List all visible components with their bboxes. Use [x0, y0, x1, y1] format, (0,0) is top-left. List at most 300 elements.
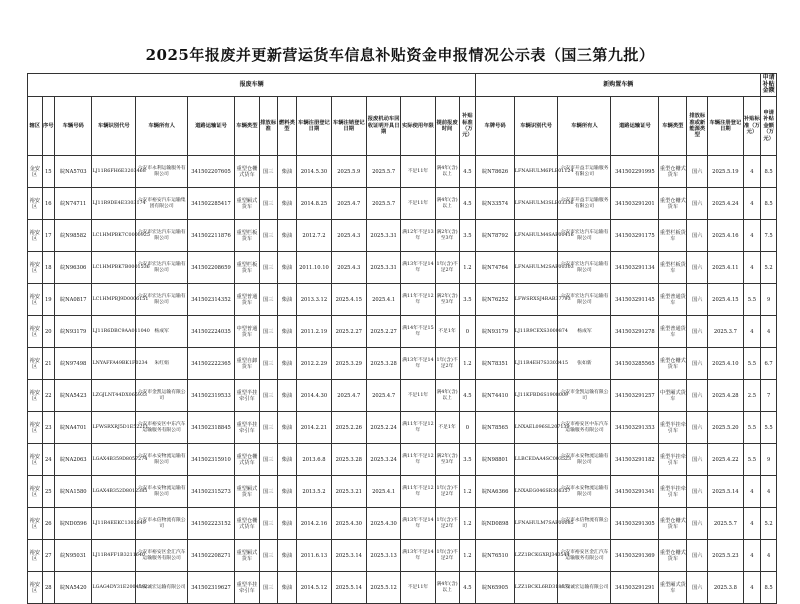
table-row: [28, 252, 777, 284]
cell-subsidy-std: 4.5: [459, 572, 476, 604]
cell-seq: 16: [42, 188, 54, 220]
cell-district: 裕安区: [28, 444, 43, 476]
cell-actual-years: 满11年不足12年: [401, 412, 435, 444]
cell-new-emission: 国六: [687, 380, 708, 412]
cell-emission: 国三: [259, 156, 277, 188]
cell-new-plate: 皖N76252: [476, 284, 514, 316]
cell-reg-date: 2012.7.2: [297, 220, 331, 252]
cell-new-owner: 六安市宏达汽车运输有限公司: [558, 284, 611, 316]
cell-early-years: 满4年(含)以上: [435, 380, 459, 412]
cell-scrap-cert-date: 2025.5.7: [366, 188, 400, 220]
cell-vin: LJ11R9DE4E3303174: [92, 188, 136, 220]
cell-plate: 皖NA2063: [55, 444, 92, 476]
cell-reg-date: 2012.2.29: [297, 348, 331, 380]
cell-new-vin: LFNAHULM2SAF00303: [514, 252, 558, 284]
cell-new-emission: 国六: [687, 540, 708, 572]
cell-new-type: 重型仓栅式货车: [659, 348, 687, 380]
cell-early-years: 1年(含)不足2年: [435, 540, 459, 572]
cell-vin: LC1HMPBJ9D0006151: [92, 284, 136, 316]
cell-vin: LFWSRXRJ5D1E52211: [92, 412, 136, 444]
cell-new-reg-date: 2025.4.16: [708, 220, 743, 252]
cell-subsidy-std: 3.5: [459, 444, 476, 476]
cell-new-subsidy-std: 4: [743, 252, 761, 284]
cell-new-subsidy-std: 4: [743, 540, 761, 572]
col-new-vin: 车辆识别代号: [514, 97, 558, 156]
cell-new-emission: 国六: [687, 156, 708, 188]
col-vin: 车辆识别代号: [92, 97, 136, 156]
cell-vin: LC1HMPBK7C0000925: [92, 220, 136, 252]
col-new-owner: 车辆所有人: [558, 97, 611, 156]
cell-scrap-cert-date: 2025.5.12: [366, 572, 400, 604]
cell-type: 重型仓栅式货车: [234, 444, 259, 476]
cell-fuel: 柴油: [277, 572, 297, 604]
cell-fuel: 柴油: [277, 476, 297, 508]
cell-new-type: 重型普通货车: [659, 316, 687, 348]
cell-scrap-cert-date: 2025.3.24: [366, 444, 400, 476]
cell-new-emission: 国六: [687, 252, 708, 284]
cell-new-vin: LJ11R9CEXS3000874: [514, 316, 558, 348]
cell-vin: LJ11R6DBC9AA011040: [92, 316, 136, 348]
cell-fuel: 柴油: [277, 412, 297, 444]
col-new-subsidy-std: 补贴标准（万元）: [743, 97, 761, 156]
cell-new-subsidy-std: 5.5: [743, 284, 761, 316]
cell-new-subsidy-std: 4: [743, 220, 761, 252]
cell-seq: 28: [42, 572, 54, 604]
cell-plate: 皖NA5703: [55, 156, 92, 188]
cell-new-subsidy-std: 4: [743, 188, 761, 220]
cell-subsidy-std: 1.2: [459, 476, 476, 508]
cell-permit: 341502208271: [188, 540, 235, 572]
cell-district: 裕安区: [28, 188, 43, 220]
col-fuel: 燃料类型: [277, 97, 297, 156]
cell-new-subsidy-std: 4: [743, 316, 761, 348]
cell-new-permit: 341503291341: [611, 476, 659, 508]
cell-new-vin: LFNAHULM6PLE01124: [514, 156, 558, 188]
cell-seq: 15: [42, 156, 54, 188]
table-row: [28, 540, 777, 572]
table-row: [28, 572, 777, 604]
cell-permit: 341502319627: [188, 572, 235, 604]
cell-new-emission: 国六: [687, 220, 708, 252]
cell-new-permit: 341502291995: [611, 156, 659, 188]
cell-permit: 341502223152: [188, 508, 235, 540]
table-body: [28, 156, 777, 604]
cell-actual-years: 满14年不足15年: [401, 316, 435, 348]
col-new-emission: 排放标准或新能源类型: [687, 97, 708, 156]
col-new-plate: 车牌号码: [476, 97, 514, 156]
table-row: [28, 508, 777, 540]
cell-permit: 341502319533: [188, 380, 235, 412]
cell-new-reg-date: 2025.3.8: [708, 572, 743, 604]
cell-actual-years: 满13年不足14年: [401, 540, 435, 572]
cell-owner: 朱红娟: [136, 348, 188, 380]
cell-reg-date: 2014.2.16: [297, 508, 331, 540]
cell-new-emission: 国六: [687, 284, 708, 316]
cell-new-vin: LLBCEDAA4SC003523: [514, 444, 558, 476]
cell-new-reg-date: 2025.4.28: [708, 380, 743, 412]
cell-new-reg-date: 2025.4.22: [708, 444, 743, 476]
cell-scrap-cert-date: 2025.4.1: [366, 476, 400, 508]
cell-fuel: 柴油: [277, 252, 297, 284]
cell-district: 裕安区: [28, 540, 43, 572]
col-reg-date: 车辆注册登记日期: [297, 97, 331, 156]
cell-fuel: 柴油: [277, 380, 297, 412]
cell-new-owner: 六安市裕安区中东汽车运输服务有限公司: [558, 412, 611, 444]
cell-owner: 六安市裕安区中东汽车运输服务有限公司: [136, 412, 188, 444]
cell-amount: 8.5: [761, 188, 777, 220]
cell-new-emission: 国六: [687, 348, 708, 380]
cell-new-vin: LZZ1BCKL6RD318671: [514, 572, 558, 604]
col-actual-years: 实际使用年限: [401, 97, 435, 156]
cell-seq: 20: [42, 316, 54, 348]
cell-early-years: 满2年(含)至3年: [435, 220, 459, 252]
cell-subsidy-std: 3.5: [459, 284, 476, 316]
cell-scrap-cert-date: 2025.3.31: [366, 220, 400, 252]
cell-emission: 国三: [259, 572, 277, 604]
cell-cancel-date: 2025.4.7: [331, 380, 366, 412]
cell-new-emission: 国六: [687, 316, 708, 348]
cell-new-vin: LNXAEL096SL207139: [514, 412, 558, 444]
cell-vin: LJ11R4FF1B3211640: [92, 540, 136, 572]
cell-subsidy-std: 3.5: [459, 220, 476, 252]
cell-scrap-cert-date: 2025.5.7: [366, 156, 400, 188]
cell-plate: 皖N95031: [55, 540, 92, 572]
cell-new-permit: 341503291257: [611, 380, 659, 412]
cell-new-permit: 341503291291: [611, 572, 659, 604]
cell-plate: 皖NA0817: [55, 284, 92, 316]
table-row: [28, 220, 777, 252]
cell-fuel: 柴油: [277, 188, 297, 220]
cell-owner: 六安市金凯运输有限公司: [136, 380, 188, 412]
cell-new-subsidy-std: 4: [743, 156, 761, 188]
cell-new-plate: 皖N93179: [476, 316, 514, 348]
cell-vin: LJ11R6FH6E3203468: [92, 156, 136, 188]
cell-cancel-date: 2025.3.28: [331, 444, 366, 476]
cell-vin: LJ11R4EEKC1302849: [92, 508, 136, 540]
cell-scrap-cert-date: 2025.4.7: [366, 380, 400, 412]
cell-owner: 杨成军: [136, 316, 188, 348]
cell-cancel-date: 2025.3.29: [331, 348, 366, 380]
cell-type: 重型栏板货车: [234, 220, 259, 252]
cell-scrap-cert-date: 2025.3.13: [366, 540, 400, 572]
cell-actual-years: 满12年不足13年: [401, 220, 435, 252]
cell-new-plate: 皖NA6366: [476, 476, 514, 508]
cell-new-plate: 皖N78792: [476, 220, 514, 252]
cell-reg-date: 2014.5.12: [297, 572, 331, 604]
cell-district: 裕安区: [28, 252, 43, 284]
cell-fuel: 柴油: [277, 540, 297, 572]
table-row: [28, 412, 777, 444]
new-group-header: 新购置车辆: [476, 74, 761, 97]
cell-district: 裕安区: [28, 412, 43, 444]
cell-reg-date: 2014.4.30: [297, 380, 331, 412]
col-seq: 序号: [42, 97, 54, 156]
table-row: [28, 316, 777, 348]
cell-new-subsidy-std: 2.5: [743, 380, 761, 412]
cell-emission: 国三: [259, 316, 277, 348]
cell-owner: 六安市裕安区金汇汽车运输服务有限公司: [136, 540, 188, 572]
cell-permit: 341502207605: [188, 156, 235, 188]
cell-plate: 皖N98582: [55, 220, 92, 252]
cell-new-emission: 国六: [687, 444, 708, 476]
cell-new-emission: 国六: [687, 508, 708, 540]
cell-permit: 341502314352: [188, 284, 235, 316]
cell-district: 裕安区: [28, 220, 43, 252]
col-early-years: 提前报废时间: [435, 97, 459, 156]
cell-new-owner: 杨成军: [558, 316, 611, 348]
col-district: 辖区: [28, 97, 43, 156]
col-scrap-cert-date: 报废机动车回收证明开具日期: [366, 97, 400, 156]
cell-type: 重型半挂牵引车: [234, 380, 259, 412]
cell-cancel-date: 2025.3.14: [331, 540, 366, 572]
cell-emission: 国三: [259, 348, 277, 380]
cell-owner: 六安市宏达汽车运输有限公司: [136, 220, 188, 252]
cell-emission: 国三: [259, 252, 277, 284]
cell-scrap-cert-date: 2025.2.24: [366, 412, 400, 444]
cell-cancel-date: 2025.5.14: [331, 572, 366, 604]
page-title: 2025年报废并更新营运货车信息补贴资金申报情况公示表（国三第九批）: [145, 46, 655, 64]
cell-permit: 341502315273: [188, 476, 235, 508]
cell-permit: 341502211876: [188, 220, 235, 252]
col-owner: 车辆所有人: [136, 97, 188, 156]
cell-district: 裕安区: [28, 508, 43, 540]
cell-actual-years: 不足11年: [401, 188, 435, 220]
cell-type: 重型半挂牵引车: [234, 412, 259, 444]
cell-new-subsidy-std: 4: [743, 508, 761, 540]
cell-seq: 18: [42, 252, 54, 284]
cell-amount: 7: [761, 380, 777, 412]
cell-amount: 8.5: [761, 156, 777, 188]
cell-new-vin: LJ11KFBD6S1908009: [514, 380, 558, 412]
cell-fuel: 柴油: [277, 316, 297, 348]
cell-cancel-date: 2025.4.7: [331, 188, 366, 220]
cell-new-vin: LNXAEG046SR306357: [514, 476, 558, 508]
cell-emission: 国三: [259, 412, 277, 444]
cell-new-permit: 341503291182: [611, 444, 659, 476]
cell-new-emission: 国六: [687, 572, 708, 604]
cell-emission: 国三: [259, 444, 277, 476]
cell-actual-years: 满11年不足12年: [401, 444, 435, 476]
col-amount: 申请补贴金额（万元）: [761, 97, 777, 156]
cell-reg-date: 2014.8.25: [297, 188, 331, 220]
cell-plate: 皖NA5423: [55, 380, 92, 412]
cell-cancel-date: 2025.4.15: [331, 284, 366, 316]
cell-new-owner: 六安市裕安区金汇汽车运输服务有限公司: [558, 540, 611, 572]
cell-amount: 9: [761, 284, 777, 316]
cell-amount: 8.5: [761, 572, 777, 604]
col-new-permit: 道路运输证号: [611, 97, 659, 156]
cell-new-plate: 皖N33574: [476, 188, 514, 220]
cell-early-years: 满2年(含)至3年: [435, 444, 459, 476]
cell-actual-years: 满13年不足14年: [401, 508, 435, 540]
cell-new-owner: 六安市宏达汽车运输有限公司: [558, 252, 611, 284]
cell-new-vin: LFNAHULM7SAF00085: [514, 508, 558, 540]
cell-district: 裕安区: [28, 380, 43, 412]
cell-new-vin: LFNAHULM3SLE03336: [514, 188, 558, 220]
col-type: 车辆类型: [234, 97, 259, 156]
table-row: [28, 156, 777, 188]
cell-subsidy-std: 1.2: [459, 252, 476, 284]
cell-early-years: 1年(含)不足2年: [435, 348, 459, 380]
cell-subsidy-std: 1.2: [459, 348, 476, 380]
cell-subsidy-std: 4.5: [459, 156, 476, 188]
cell-cancel-date: 2025.2.27: [331, 316, 366, 348]
cell-permit: 341502318845: [188, 412, 235, 444]
cell-type: 重型仓栅式货车: [234, 508, 259, 540]
cell-permit: 341502222365: [188, 348, 235, 380]
cell-fuel: 柴油: [277, 444, 297, 476]
cell-district: 裕安区: [28, 316, 43, 348]
cell-scrap-cert-date: 2025.3.28: [366, 348, 400, 380]
cell-fuel: 柴油: [277, 348, 297, 380]
cell-emission: 国三: [259, 284, 277, 316]
cell-reg-date: 2011.6.13: [297, 540, 331, 572]
cell-scrap-cert-date: 2025.2.27: [366, 316, 400, 348]
cell-vin: LGAX4B359D8057274: [92, 444, 136, 476]
cell-emission: 国三: [259, 540, 277, 572]
cell-actual-years: 不足11年: [401, 572, 435, 604]
cell-early-years: 不足1年: [435, 412, 459, 444]
cell-new-type: 重型仓栅式货车: [659, 188, 687, 220]
cell-new-plate: 皖N74410: [476, 380, 514, 412]
cell-new-reg-date: 2025.5.20: [708, 412, 743, 444]
cell-new-plate: 皖N76510: [476, 540, 514, 572]
cell-new-owner: 六安诚宏运输有限公司: [558, 572, 611, 604]
cell-new-owner: 六安市永安物流运输有限公司: [558, 444, 611, 476]
col-permit: 道路运输证号: [188, 97, 235, 156]
cell-amount: 4: [761, 476, 777, 508]
cell-actual-years: 不足11年: [401, 156, 435, 188]
cell-district: 裕安区: [28, 284, 43, 316]
cell-new-vin: LZZ1BCKGXRJ343544: [514, 540, 558, 572]
col-new-reg-date: 车辆注册登记日期: [708, 97, 743, 156]
cell-plate: 皖N74711: [55, 188, 92, 220]
cell-seq: 17: [42, 220, 54, 252]
cell-plate: 皖N96306: [55, 252, 92, 284]
cell-new-type: 重型栏板货车: [659, 252, 687, 284]
cell-owner: 六安市宏达汽车运输有限公司: [136, 252, 188, 284]
cell-seq: 21: [42, 348, 54, 380]
cell-actual-years: 满13年不足14年: [401, 348, 435, 380]
cell-new-owner: 六安市金凯运输有限公司: [558, 380, 611, 412]
cell-amount: 4: [761, 540, 777, 572]
cell-new-subsidy-std: 5.5: [743, 412, 761, 444]
cell-actual-years: 不足11年: [401, 380, 435, 412]
cell-new-plate: 皖N78565: [476, 412, 514, 444]
cell-new-reg-date: 2025.4.15: [708, 284, 743, 316]
col-subsidy-std: 补贴标准（万元）: [459, 97, 476, 156]
cell-new-type: 重型普通货车: [659, 284, 687, 316]
cell-new-vin: LFNAHULM4SAF00416: [514, 220, 558, 252]
cell-plate: 皖NA5420: [55, 572, 92, 604]
table-row: [28, 348, 777, 380]
col-plate: 车辆号码: [55, 97, 92, 156]
cell-new-reg-date: 2025.4.24: [708, 188, 743, 220]
cell-new-type: 重型仓栅式货车: [659, 156, 687, 188]
cell-subsidy-std: 0: [459, 412, 476, 444]
cell-emission: 国三: [259, 380, 277, 412]
cell-cancel-date: 2025.3.21: [331, 476, 366, 508]
cell-early-years: 不足1年: [435, 316, 459, 348]
cell-amount: 5.5: [761, 412, 777, 444]
table-row: [28, 444, 777, 476]
cell-new-permit: 341503291369: [611, 540, 659, 572]
cell-seq: 19: [42, 284, 54, 316]
cell-new-emission: 国六: [687, 412, 708, 444]
cell-scrap-cert-date: 2025.4.30: [366, 508, 400, 540]
cell-subsidy-std: 4.5: [459, 188, 476, 220]
cell-type: 重型半挂牵引车: [234, 572, 259, 604]
cell-plate: 皖N97498: [55, 348, 92, 380]
col-new-type: 车辆类型: [659, 97, 687, 156]
cell-amount: 5.2: [761, 252, 777, 284]
cell-owner: 六安市宏达汽车运输有限公司: [136, 284, 188, 316]
cell-permit: 341502315910: [188, 444, 235, 476]
cell-amount: 9: [761, 444, 777, 476]
cell-seq: 24: [42, 444, 54, 476]
cell-fuel: 柴油: [277, 220, 297, 252]
cell-amount: 5.2: [761, 508, 777, 540]
cell-seq: 27: [42, 540, 54, 572]
cell-vin: LNYAFFA49BK1F0234: [92, 348, 136, 380]
cell-type: 重型厢式货车: [234, 540, 259, 572]
cell-permit: 341502224035: [188, 316, 235, 348]
cell-new-type: 重型半挂牵引车: [659, 444, 687, 476]
cell-new-owner: 六安市开益丰运输服务有限公司: [558, 156, 611, 188]
cell-district: 裕安区: [28, 572, 43, 604]
cell-new-subsidy-std: 4: [743, 476, 761, 508]
col-emission: 排放标准: [259, 97, 277, 156]
cell-scrap-cert-date: 2025.3.31: [366, 252, 400, 284]
cell-type: 重型栏板货车: [234, 252, 259, 284]
scrap-group-header: 报废车辆: [28, 74, 476, 97]
cell-amount: 7.5: [761, 220, 777, 252]
cell-reg-date: 2013.5.2: [297, 476, 331, 508]
cell-cancel-date: 2025.4.3: [331, 220, 366, 252]
cell-new-vin: LJ11R4EH7S3303415: [514, 348, 558, 380]
cell-plate: 皖NA4701: [55, 412, 92, 444]
table-row: [28, 188, 777, 220]
cell-new-plate: 皖N78351: [476, 348, 514, 380]
cell-new-owner: 六安市永信物流有限公司: [558, 508, 611, 540]
cell-new-permit: 341503291175: [611, 220, 659, 252]
cell-new-reg-date: 2025.3.7: [708, 316, 743, 348]
cell-subsidy-std: 1.2: [459, 508, 476, 540]
cell-type: 重型自卸货车: [234, 348, 259, 380]
cell-owner: 六安市永安物流运输有限公司: [136, 444, 188, 476]
cell-district: 裕安区: [28, 476, 43, 508]
cell-new-owner: 六安市宏达汽车运输有限公司: [558, 220, 611, 252]
table-row: [28, 476, 777, 508]
cell-actual-years: 满13年不足14年: [401, 252, 435, 284]
cell-type: 重型仓栅式货车: [234, 156, 259, 188]
cell-new-reg-date: 2025.4.11: [708, 252, 743, 284]
cell-scrap-cert-date: 2025.4.1: [366, 284, 400, 316]
cell-plate: 皖NA1580: [55, 476, 92, 508]
amount-group-header: 申请补贴金额: [761, 74, 777, 97]
cell-district: 裕安区: [28, 348, 43, 380]
cell-owner: 六安市永安物流运输有限公司: [136, 476, 188, 508]
cell-new-plate: 皖N74764: [476, 252, 514, 284]
cell-new-plate: 皖N78626: [476, 156, 514, 188]
col-cancel-date: 车辆注销登记日期: [331, 97, 366, 156]
cell-subsidy-std: 4.5: [459, 380, 476, 412]
cell-cancel-date: 2025.2.26: [331, 412, 366, 444]
cell-new-plate: 皖N98801: [476, 444, 514, 476]
table-row: [28, 284, 777, 316]
cell-type: 中型普通货车: [234, 316, 259, 348]
cell-new-permit: 341503291201: [611, 188, 659, 220]
